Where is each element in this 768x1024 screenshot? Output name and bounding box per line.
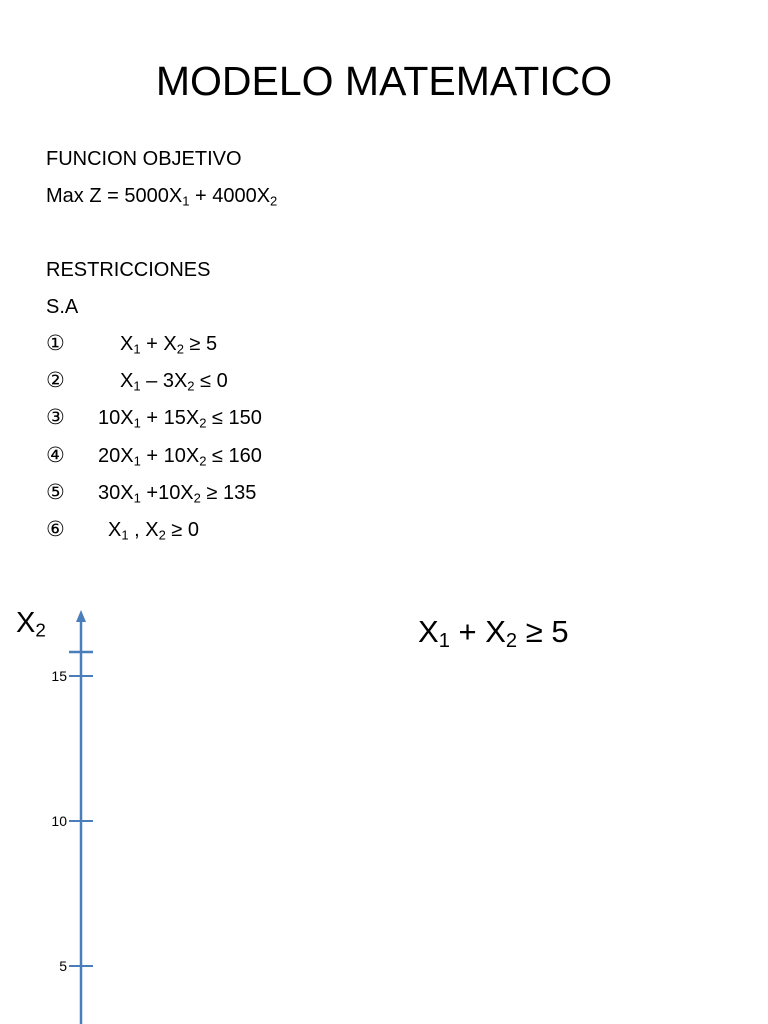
y-tick-label: 5 [59, 958, 67, 974]
equation-part: + 10X [140, 445, 200, 467]
equation-part: 1 [133, 415, 141, 431]
restriction-marker: ⑥ [46, 518, 65, 541]
equation-part: 1 [133, 453, 141, 469]
equation-part: 2 [158, 527, 166, 543]
axis-label-text: X [16, 607, 36, 639]
equation-part: 30X [98, 482, 134, 504]
page-title: MODELO MATEMATICO [155, 58, 613, 104]
gc-part-4: ≥ 5 [517, 614, 569, 649]
objective-heading: FUNCION OBJETIVO [46, 148, 242, 170]
equation-part: 1 [121, 527, 129, 543]
subject-to-label: S.A [46, 296, 79, 318]
equation-part: X [120, 370, 134, 392]
gc-part-2: + X [449, 614, 506, 649]
restriction-marker: ② [46, 369, 65, 392]
objective-mid: + 4000X [189, 185, 271, 207]
equation-part: 2 [199, 453, 207, 469]
y-tick-label: 15 [51, 668, 67, 684]
equation-part: 1 [133, 490, 141, 506]
gc-part-1: 1 [438, 630, 450, 653]
equation-part: 10X [98, 407, 134, 429]
equation-part: – 3X [140, 370, 188, 392]
equation-part: ≥ 135 [200, 482, 257, 504]
equation-part: 2 [187, 378, 195, 394]
equation-part: ≥ 0 [165, 519, 200, 541]
objective-sub2: 2 [270, 193, 278, 209]
equation-part: 2 [199, 415, 207, 431]
equation-part: X [108, 519, 122, 541]
restrictions-heading: RESTRICCIONES [46, 259, 211, 281]
equation-part: , X [128, 519, 159, 541]
equation-part: 2 [193, 490, 201, 506]
equation-part: ≤ 150 [206, 407, 262, 429]
y-axis-arrow [76, 610, 86, 622]
gc-part-3: 2 [505, 630, 518, 653]
equation-part: + 15X [140, 407, 200, 429]
restriction-marker: ④ [46, 444, 65, 467]
equation-part: 2 [176, 341, 184, 357]
restriction-marker: ③ [46, 406, 65, 429]
equation-part: 1 [133, 378, 141, 394]
equation-part: ≤ 160 [206, 445, 262, 467]
equation-part: ≥ 5 [183, 333, 218, 355]
equation-part: 20X [98, 445, 134, 467]
equation-part: 1 [133, 341, 141, 357]
axis-label-sub: 2 [35, 619, 46, 641]
equation-part: X [120, 333, 134, 355]
y-tick-label: 10 [51, 813, 67, 829]
objective-prefix: Max Z = 5000X [46, 185, 183, 207]
equation-part: + X [140, 333, 177, 355]
equation-part: +10X [140, 482, 194, 504]
objective-sub1: 1 [182, 193, 190, 209]
restriction-marker: ① [46, 332, 65, 355]
gc-part-0: X [418, 614, 439, 649]
equation-part: ≤ 0 [194, 370, 228, 392]
restriction-marker: ⑤ [46, 481, 65, 504]
